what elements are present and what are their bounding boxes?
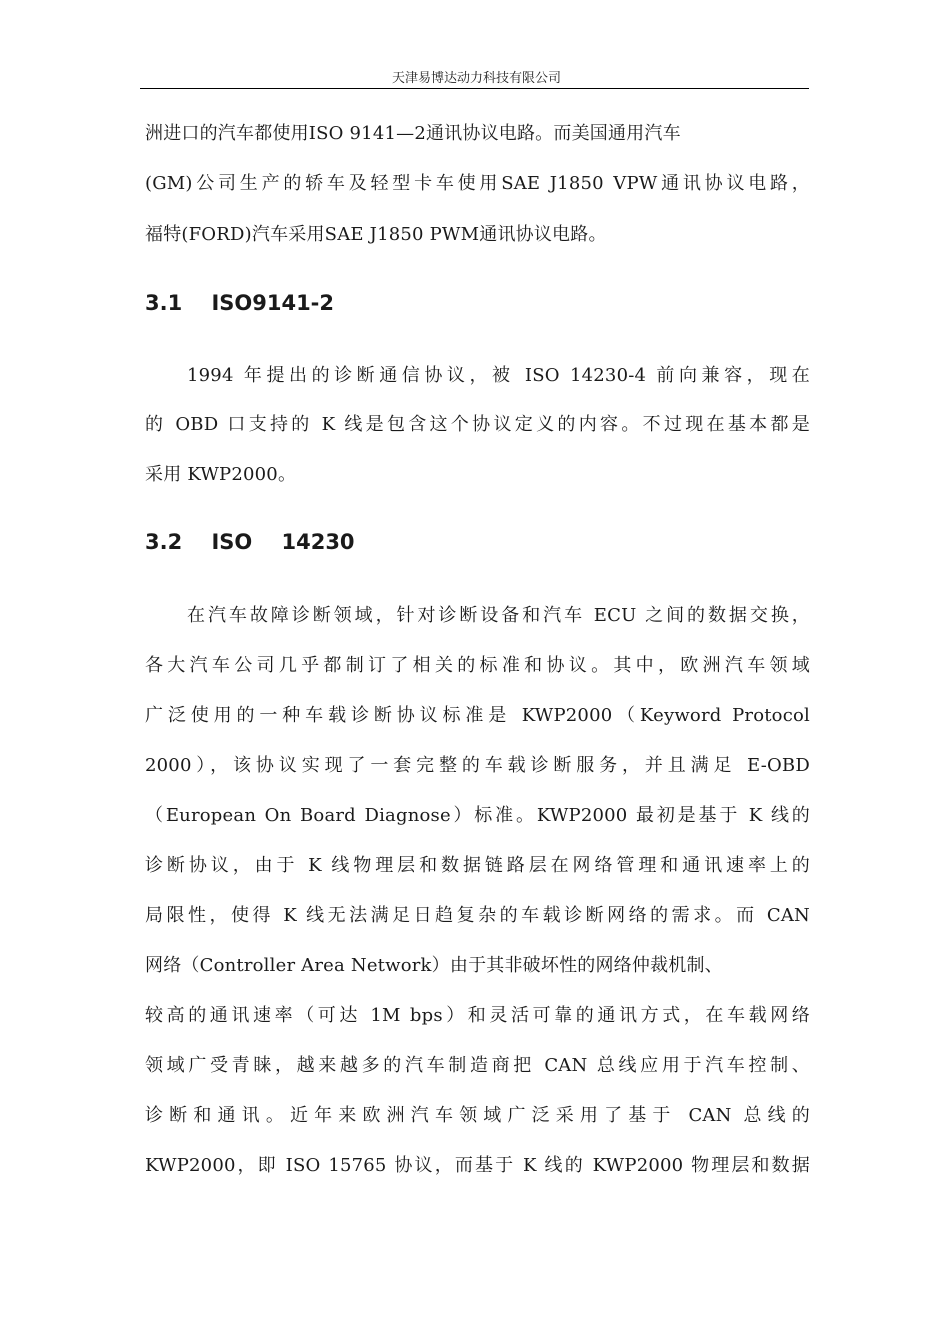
paragraph-line: 福特(FORD)汽车采用SAE J1850 PWM通讯协议电路。: [145, 224, 607, 245]
paragraph-line: 诊断协议，由于 K 线物理层和数据链路层在网络管理和通讯速率上的: [145, 855, 810, 876]
header-rule: [140, 88, 809, 89]
paragraph-line: KWP2000，即 ISO 15765 协议，而基于 K 线的 KWP2000 物理层和数据: [145, 1155, 810, 1176]
paragraph-line: 在汽车故障诊断领域，针对诊断设备和汽车 ECU 之间的数据交换，: [187, 605, 810, 626]
page-header: 天津易博达动力科技有限公司: [391, 71, 561, 86]
paragraph-line: 2000），该协议实现了一套完整的车载诊断服务，并且满足 E-OBD: [145, 755, 810, 776]
paragraph-line: 各大汽车公司几乎都制订了相关的标准和协议。其中，欧洲汽车领域: [145, 655, 810, 676]
paragraph-line: 诊断和通讯。近年来欧洲汽车领域广泛采用了基于 CAN 总线的: [145, 1105, 810, 1126]
paragraph-line: 局限性，使得 K 线无法满足日趋复杂的车载诊断网络的需求。而 CAN: [145, 905, 810, 926]
paragraph-line: 网络（Controller Area Network）由于其非破坏性的网络仲裁机制、: [145, 955, 723, 976]
paragraph-line: 洲进口的汽车都使用ISO 9141—2通讯协议电路。而美国通用汽车: [145, 123, 681, 144]
paragraph-line: 广泛使用的一种车载诊断协议标准是 KWP2000（Keyword Protocol: [145, 705, 810, 726]
section-heading-3-1: 3.1 ISO9141-2: [145, 291, 335, 315]
paragraph-line: 领域广受青睐，越来越多的汽车制造商把 CAN 总线应用于汽车控制、: [145, 1055, 810, 1076]
paragraph-line: （European On Board Diagnose）标准。KWP2000 最初是基于 K 线的: [145, 805, 810, 826]
paragraph-line: (GM)公司生产的轿车及轻型卡车使用SAE J1850 VPW通讯协议电路，: [145, 173, 810, 194]
paragraph-line: 采用 KWP2000。: [145, 464, 297, 485]
paragraph-line: 1994 年提出的诊断通信协议，被 ISO 14230-4 前向兼容，现在: [187, 365, 810, 386]
paragraph-line: 较高的通讯速率（可达 1M bps）和灵活可靠的通讯方式，在车载网络: [145, 1005, 810, 1026]
section-heading-3-2: 3.2 ISO 14230: [145, 530, 355, 554]
paragraph-line: 的 OBD 口支持的 K 线是包含这个协议定义的内容。不过现在基本都是: [145, 414, 810, 435]
